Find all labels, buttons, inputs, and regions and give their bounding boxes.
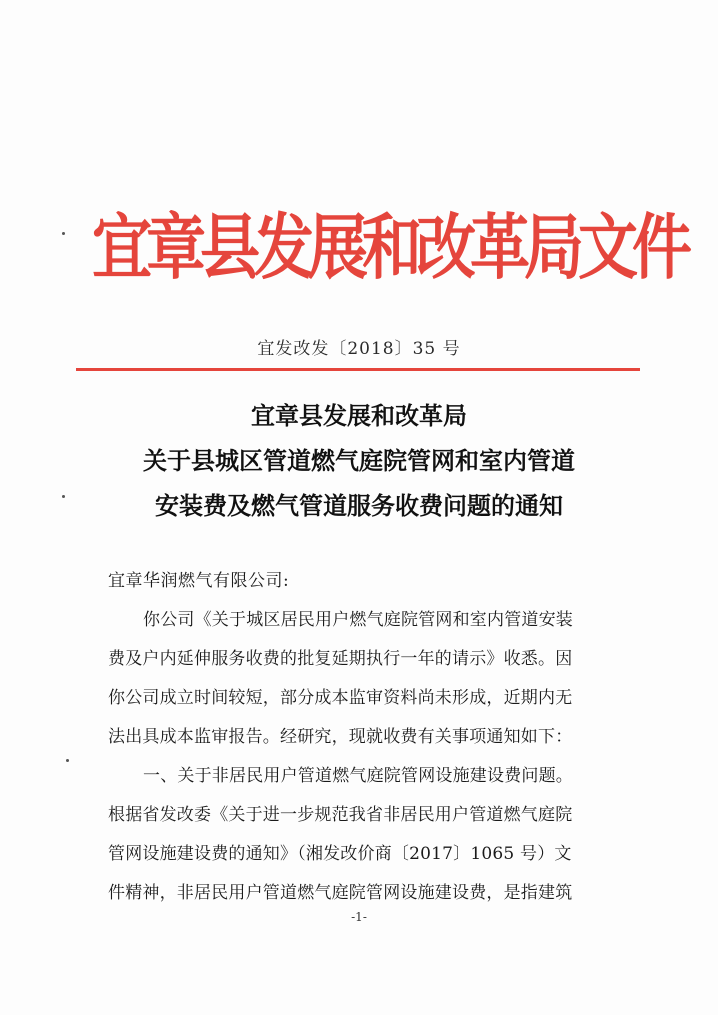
red-divider-line (76, 368, 640, 371)
body-line-5: 一、关于非居民用户管道燃气庭院管网设施建设费问题。 (143, 766, 573, 786)
page-number: -1- (351, 910, 367, 924)
document-number: 宜发改发〔2018〕35 号 (257, 339, 461, 359)
scan-speck (62, 232, 65, 235)
salutation: 宜章华润燃气有限公司: (108, 571, 290, 591)
scan-speck (66, 759, 69, 762)
body-line-3: 你公司成立时间较短，部分成本监审资料尚未形成，近期内无 (108, 688, 573, 708)
body-line-6: 根据省发改委《关于进一步规范我省非居民用户管道燃气庭院 (108, 805, 573, 825)
body-line-7: 管网设施建设费的通知》（湘发改价商〔2017〕1065 号）文 (108, 844, 572, 864)
notice-title-line-1: 宜章县发展和改革局 (251, 401, 467, 430)
notice-title-line-3: 安装费及燃气管道服务收费问题的通知 (155, 491, 563, 520)
notice-title-line-2: 关于县城区管道燃气庭院管网和室内管道 (143, 446, 575, 475)
document-header-title: 宜章县发展和改革局文件 (92, 207, 686, 290)
scan-speck (62, 495, 65, 498)
body-line-8: 件精神，非居民用户管道燃气庭院管网设施建设费，是指建筑 (108, 883, 573, 903)
body-line-1: 你公司《关于城区居民用户燃气庭院管网和室内管道安装 (143, 610, 573, 630)
body-line-2: 费及户内延伸服务收费的批复延期执行一年的请示》收悉。因 (108, 649, 573, 669)
body-line-4: 法出具成本监审报告。经研究，现就收费有关事项通知如下： (108, 727, 573, 747)
